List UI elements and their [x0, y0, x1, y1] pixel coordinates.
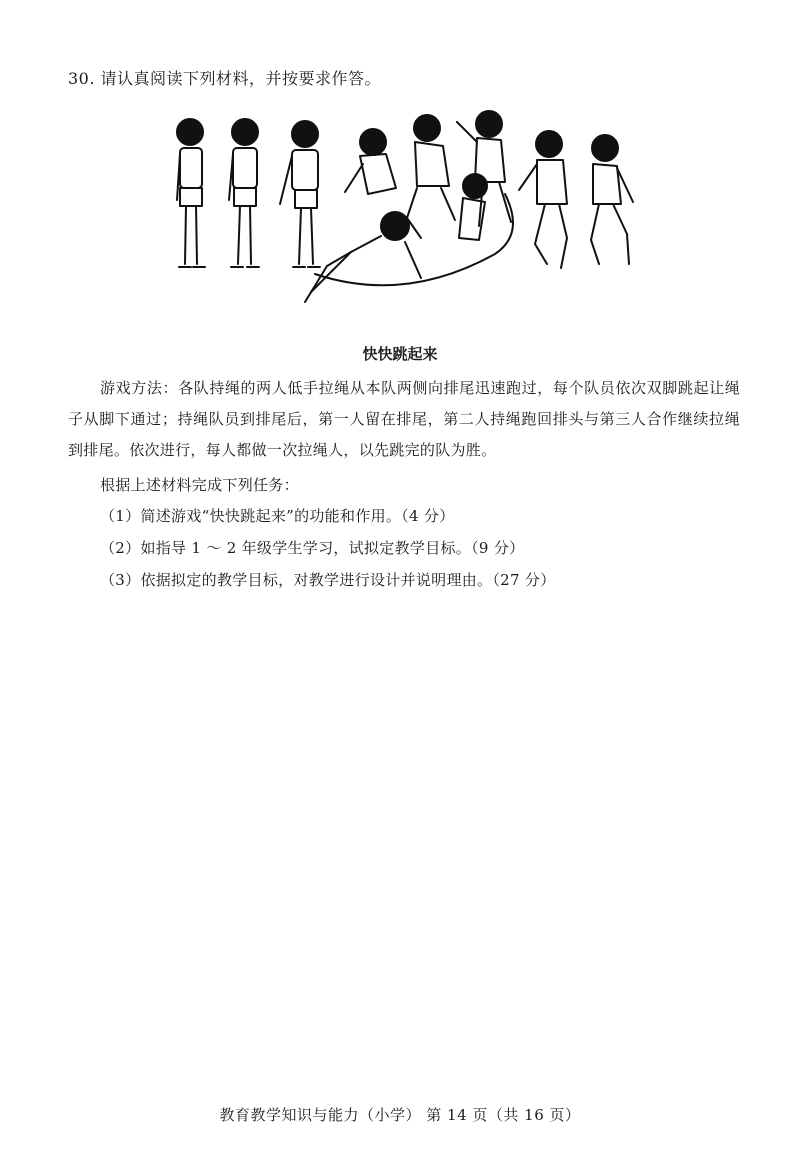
game-method-paragraph: 游戏方法：各队持绳的两人低手拉绳从本队两侧向排尾迅速跑过，每个队员依次双脚跳起让绳子从脚下通过；持绳队员到排尾后，第一人留在排尾，第二人持绳跑回排头与第三人合作继续拉绳到排尾。依次进行，每人都做一次拉绳人，以先跳完的队为胜。	[68, 379, 740, 459]
standing-child-1	[177, 119, 205, 267]
task-item-1: （1）简述游戏“快快跳起来”的功能和作用。（4 分）	[100, 507, 455, 525]
task-item-3: （3）依据拟定的教学目标，对教学进行设计并说明理由。（27 分）	[100, 571, 556, 589]
task-item-2: （2）如指导 1 ～ 2 年级学生学习，试拟定教学目标。（9 分）	[100, 539, 525, 557]
jumping-group	[305, 111, 513, 302]
standing-child-3	[280, 121, 320, 267]
standing-child-2	[229, 119, 259, 267]
page-footer: 教育教学知识与能力（小学） 第 14 页（共 16 页）	[219, 1106, 581, 1124]
task-intro: 根据上述材料完成下列任务：	[100, 476, 299, 494]
jumping-child-right	[519, 131, 567, 268]
running-child-right	[591, 135, 633, 264]
figure-caption: 快快跳起来	[362, 345, 438, 363]
task-list	[100, 504, 556, 600]
question-header: 30. 请认真阅读下列材料，并按要求作答。	[68, 69, 382, 88]
jump-rope-game-illustration	[165, 104, 655, 324]
